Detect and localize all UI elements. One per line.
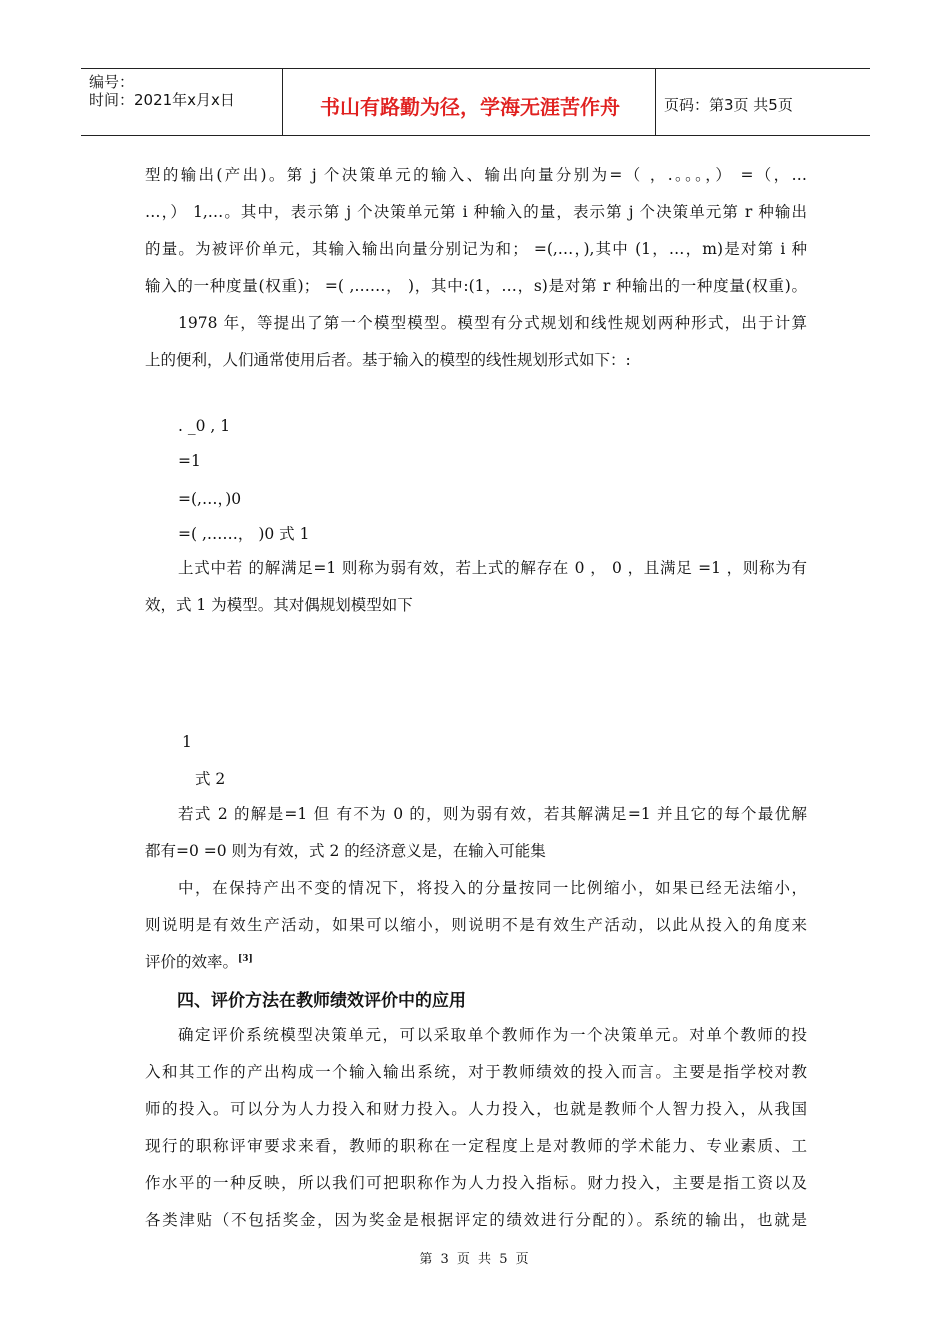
date-label: 时间：2021年x月x日 [89,91,235,109]
paragraph-line [145,950,253,972]
paragraph-line: 都有=0 =0 则为有效，式 2 的经济意义是，在输入可能集 [145,842,546,860]
paragraph-line: 若式 2 的解是=1 但 有不为 0 的，则为弱有效，若其解满足=1 并且它的每个最优解 [178,805,807,823]
serial-label: 编号： [89,73,135,91]
paragraph-line: 效，式 1 为模型。其对偶规划模型如下 [145,596,413,614]
paragraph-line: 作水平的一种反映，所以我们可把职称作为人力投入指标。财力投入，主要是指工资以及 [145,1174,807,1192]
formula-line: =1 [178,452,201,470]
paragraph-line: 上的便利，人们通常使用后者。基于输入的模型的线性规划形式如下：: [145,351,631,369]
header-page-number: 页码：第3页 共5页 [664,96,793,114]
page-header [81,68,870,136]
paragraph-line: 各类津贴（不包括奖金，因为奖金是根据评定的绩效进行分配的）。系统的输出，也就是 [145,1211,807,1229]
formula-line: . _0 , 1 [178,417,231,435]
paragraph-line: …，） 1,…。其中，表示第 j 个决策单元第 i 种输入的量，表示第 j 个决策单元第 r 种输出 [145,203,807,221]
paragraph-line: 师的投入。可以分为人力投入和财力投入。人力投入，也就是教师个人智力投入，从我国 [145,1100,807,1118]
paragraph-line: 上式中若 的解满足=1 则称为弱有效，若上式的解存在 0 ， 0 ，且满足 =1 ，则称为有 [178,559,807,577]
formula-line: =(,…，)0 [178,490,242,508]
header-meta [89,73,235,109]
formula-label: 式 2 [195,770,226,788]
header-divider [655,69,656,135]
page-footer: 第 3 页 共 5 页 [419,1252,531,1267]
paragraph-line: 则说明是有效生产活动，如果可以缩小，则说明不是有效生产活动，以此从投入的角度来 [145,916,807,934]
section-heading: 四、评价方法在教师绩效评价中的应用 [177,991,466,1011]
paragraph-line: 型的输出(产出)。第 j 个决策单元的输入、输出向量分别为=（ ，.。。。，） =（，… [145,166,807,184]
header-motto: 书山有路勤为径，学海无涯苦作舟 [320,95,620,119]
paragraph-text: 评价的效率。 [145,953,239,971]
paragraph-line: 1978 年，等提出了第一个模型模型。模型有分式规划和线性规划两种形式，出于计算 [178,314,807,332]
reference-marker: [3] [238,953,253,964]
paragraph-line: 现行的职称评审要求来看，教师的职称在一定程度上是对教师的学术能力、专业素质、工 [145,1137,807,1155]
paragraph-line: 入和其工作的产出构成一个输入输出系统，对于教师绩效的投入而言。主要是指学校对教 [145,1063,807,1081]
paragraph-line: 确定评价系统模型决策单元，可以采取单个教师作为一个决策单元。对单个教师的投 [178,1026,807,1044]
header-divider [282,69,283,135]
paragraph-line: 中，在保持产出不变的情况下，将投入的分量按同一比例缩小，如果已经无法缩小， [178,879,807,897]
formula-line: =( ,……， )0 式 1 [178,525,310,543]
formula-line: 1 [182,733,192,751]
paragraph-line: 输入的一种度量(权重)； =( ,……， )，其中:(1，…，s)是对第 r 种输出的一种度量(权重)。 [145,277,807,295]
paragraph-line: 的量。为被评价单元，其输入输出向量分别记为和； =(,…，),其中 (1，…，m)是对第 i 种 [145,240,807,258]
